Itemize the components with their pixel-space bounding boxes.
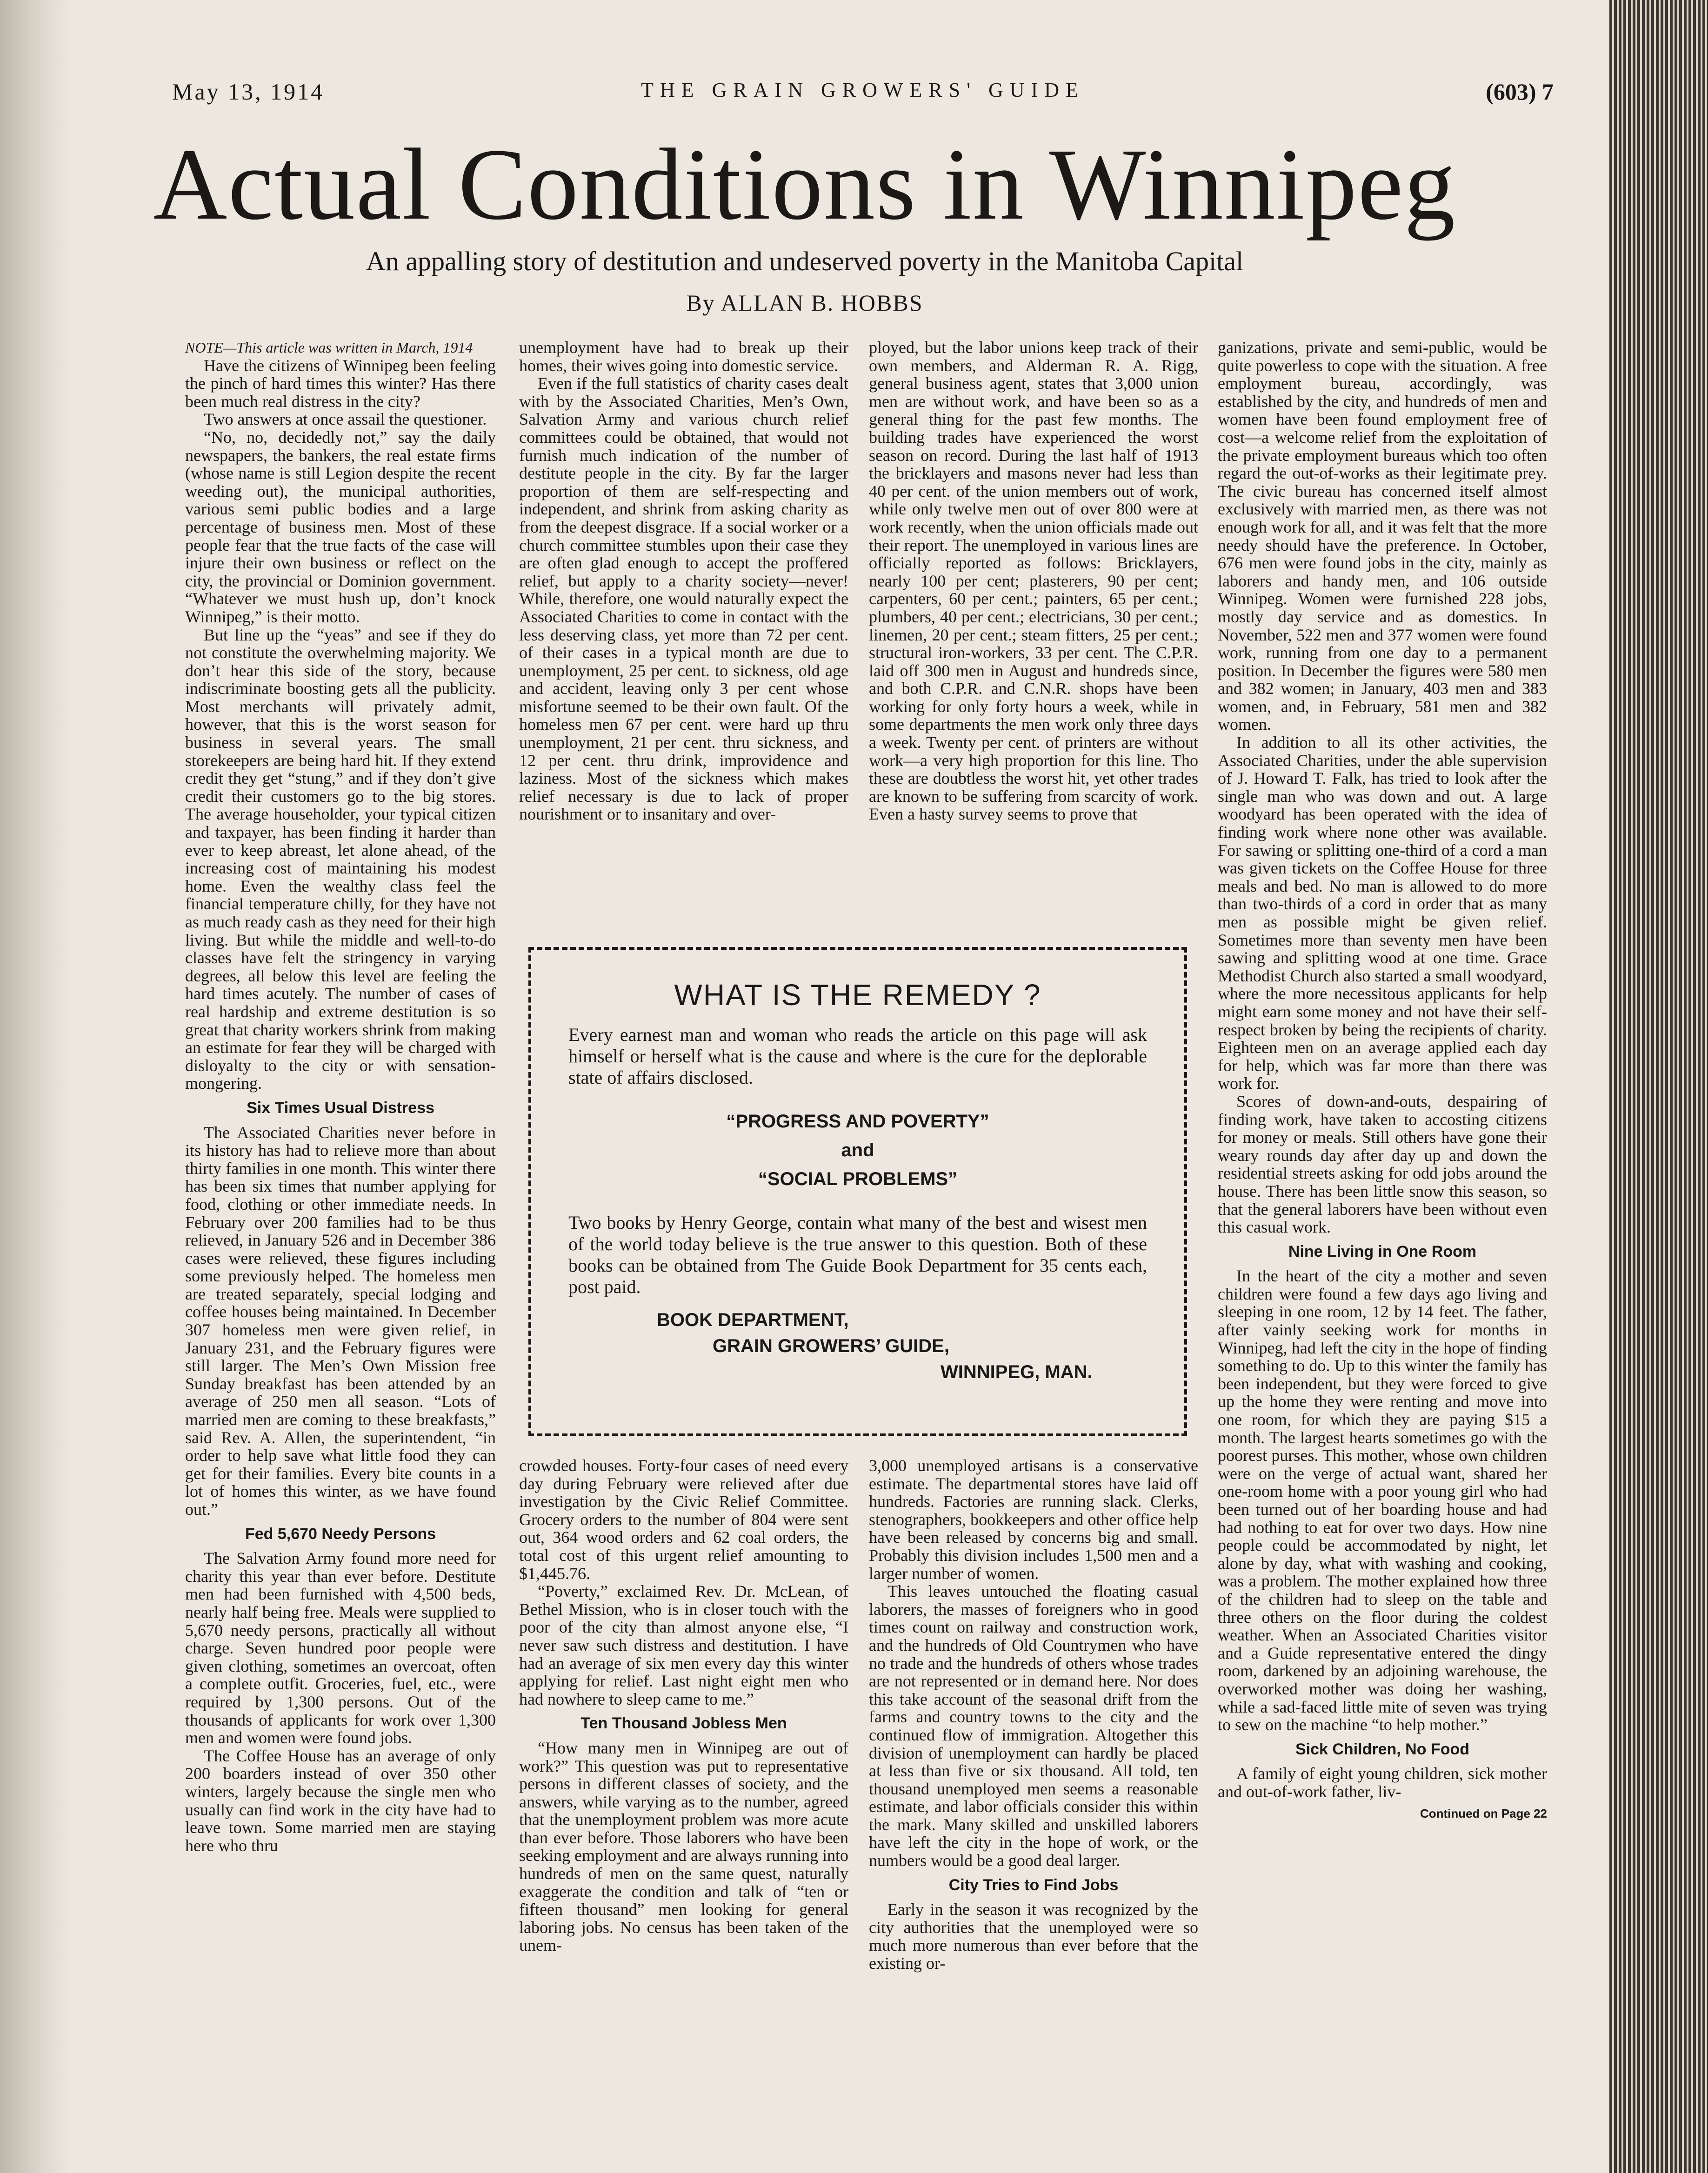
- paragraph: unemployment have had to break up their homes, their wives going into domestic service.: [519, 338, 848, 375]
- book-title: “SOCIAL PROBLEMS”: [758, 1169, 958, 1189]
- article-byline: By ALLAN B. HOBBS: [686, 290, 923, 316]
- section-heading: Nine Living in One Room: [1288, 1242, 1477, 1260]
- column-4: [1218, 339, 1547, 1822]
- masthead: THE GRAIN GROWERS' GUIDE: [641, 79, 1085, 101]
- paragraph: The Salvation Army found more need for charity this year than ever before. Destitute men had been furnished with 4,500 beds, nearly half being free. Meals were supplied to 5,670 needy persons, practically all without charge. Seven hundred poor people were given clothing, sometimes an overcoat, often a complete outfit. Groceries, fuel, etc., were required by 1,300 persons. Out of the thousands of applicants for work over 1,300 men and women were found jobs.: [185, 1549, 496, 1747]
- conjunction: and: [841, 1140, 874, 1160]
- address-line: BOOK DEPARTMENT,: [657, 1310, 849, 1330]
- paragraph: ganizations, private and semi-public, would be quite powerless to cope with the situation. A free employment bureau, accordingly, was established by the city, and hundreds of men and women have been found employment free of cost—a welcome relief from the exploitation of the private employment bureaus which too often regard the out-of-works as their legitimate prey. The civic bureau has concerned itself almost exclusively with married men, as there was not enough work for all, and it was felt that the more needy should have the preference. In October, 676 men were found jobs in the city, mainly as laborers and handy men, and 106 outside Winnipeg. Women were furnished 228 jobs, mostly day service and as domestics. In November, 522 men and 377 women were found work, running from one day to a permanent position. In December the figures were 580 men and 382 women; in January, 403 men and 383 women, and, in February, 581 men and 382 women.: [1218, 338, 1547, 734]
- paragraph: “Poverty,” exclaimed Rev. Dr. McLean, of Bethel Mission, who is in closer touch with the poor of the city than almost anyone else, “I never saw such distress and destitution. I have had an average of six men every day this winter applying for relief. Last night eight men who had nowhere to sleep came to me.”: [519, 1582, 848, 1708]
- column-2-lower: [519, 1457, 848, 1954]
- paragraph: “How many men in Winnipeg are out of work?” This question was put to representative persons in different classes of society, and the answers, while varying as to the number, agreed that the unemployment problem was more acute than ever before. Those laborers who have been seeking employment and are always running into hundreds of men on the same quest, naturally exaggerate the condition and talk of “ten or fifteen thousand” men looking for general laboring jobs. No census has been taken of the unem-: [519, 1738, 848, 1955]
- page-gutter: [0, 0, 70, 2173]
- issue-date: May 13, 1914: [172, 79, 325, 105]
- paragraph: In the heart of the city a mother and seven children were found a few days ago living and sleeping in one room, 12 by 14 feet. The father, after vainly seeking work for months in Winnipeg, had left the city in the hope of finding something to do. Up to this winter the family has been independent, but they were forced to give up the home they were renting and move into one room, for which they are paying $15 a month. The largest hearts sometimes go with the poorest purses. This mother, whose own children were on the verge of actual want, shared her one-room home with a poor young girl who had been turned out of her boarding house and had had nothing to eat for over two days. How nine people could be accommodated by night, let alone by day, what with washing and cooking, was a problem. The mother explained how three of the children had to sleep on the table and three others on the floor during the coldest weather. When an Associated Charities visitor and a Guide representative entered the dingy room, darkened by an adjoining warehouse, the overworked mother was doing her washing, while a sad-faced little mite of seven was trying to sew on the machine “to help mother.”: [1218, 1266, 1547, 1734]
- paragraph: The Coffee House has an average of only 200 boarders instead of over 350 other winters, largely because the single men who usually can find work in the city have had to leave town. Some married men are staying here who thru: [185, 1746, 496, 1855]
- mailing-address: [568, 1307, 1147, 1385]
- column-1: [185, 339, 496, 1854]
- paragraph: But line up the “yeas” and see if they do not constitute the overwhelming majority. We don’t hear this side of the story, because indiscriminate boosting gets all the publicity. Most merchants will privately admit, however, that this is the worst season for business in several years. The small storekeepers are being hard hit. If they extend credit they get “stung,” and if they don’t give credit their customers go to the big stores. The average householder, your typical citizen and taxpayer, has been finding it harder than ever to keep abreast, let alone ahead, of the increasing cost of maintaining his modest home. Even the wealthy class feel the financial temperature chilly, for they have not as much ready cash as they need for their high living. But while the middle and well-to-do classes have felt the stringency in varying degrees, all below this level are feeling the hard times acutely. The number of cases of real hardship and extreme destitution is so great that charity workers shrink from making an estimate for fear they will be charged with disloyalty to the city or with sensation-mongering.: [185, 625, 496, 1093]
- remedy-advertisement-box: [528, 947, 1187, 1436]
- paragraph: crowded houses. Forty-four cases of need every day during February were relieved after due investigation by the Civic Relief Committee. Grocery orders to the number of 804 were sent out, 364 wood orders and 62 coal orders, the total cost of this urgent relief amounting to $1,445.76.: [519, 1456, 848, 1583]
- section-heading: Fed 5,670 Needy Persons: [245, 1525, 436, 1543]
- remedy-body: Two books by Henry George, contain what many of the best and wisest men of the world today believe is the true answer to this question. Both of these books can be obtained from The Guide Book Department for 35 cents each, post paid.: [568, 1212, 1147, 1297]
- address-line: GRAIN GROWERS’ GUIDE,: [713, 1336, 949, 1356]
- continued-notice: Continued on Page 22: [1420, 1806, 1547, 1820]
- paragraph: Have the citizens of Winnipeg been feeling the pinch of hard times this winter? Has there been much real distress in the city?: [185, 356, 496, 411]
- section-heading: Six Times Usual Distress: [247, 1099, 434, 1117]
- book-titles: [568, 1107, 1147, 1193]
- paragraph: Scores of down-and-outs, despairing of finding work, have taken to accosting citizens for money or meals. Still others have gone their weary rounds day after day up and down the residential streets asking for odd jobs around the house. There has been little snow this season, so that the general laborers have been without even this casual work.: [1218, 1092, 1547, 1237]
- page-number: (603) 7: [1486, 79, 1554, 105]
- remedy-heading: WHAT IS THE REMEDY ?: [674, 978, 1041, 1012]
- column-3-upper: [869, 339, 1198, 823]
- section-heading: Ten Thousand Jobless Men: [580, 1714, 787, 1733]
- section-heading: Sick Children, No Food: [1295, 1740, 1470, 1758]
- editor-note: NOTE—This article was written in March, 1914: [185, 339, 473, 356]
- paragraph: Two answers at once assail the questioner.: [204, 410, 487, 429]
- page-stack-edge: [1609, 0, 1708, 2173]
- paragraph: Early in the season it was recognized by the city authorities that the unemployed were so much more numerous than ever before that the existing or-: [869, 1900, 1198, 1973]
- paragraph: 3,000 unemployed artisans is a conservative estimate. The departmental stores have laid off hundreds. Factories are running slack. Clerks, stenographers, bookkeepers and other office help have been released by concerns big and small. Probably this division includes 1,500 men and a larger number of women.: [869, 1456, 1198, 1583]
- paragraph: In addition to all its other activities, the Associated Charities, under the able supervision of J. Howard T. Falk, has tried to look after the single man who was down and out. A large woodyard has been operated with the idea of finding work where none other was available. For sawing or splitting one-third of a cord a man was given tickets on the Coffee House for three meals and bed. No man is allowed to do more than two-thirds of a cord in order that as many men as possible might be given relief. Sometimes more than seventy men have been sawing and splitting wood at one time. Grace Methodist Church also started a small woodyard, where the more necessitous applicants for help might earn some money and not have their self-respect broken by being the recipients of charity. Eighteen men on an average applied each day for help, which was far more than there was work for.: [1218, 733, 1547, 1093]
- page-header: [172, 78, 1554, 111]
- article-subtitle: An appalling story of destitution and undeserved poverty in the Manitoba Capital: [366, 246, 1244, 276]
- remedy-intro: Every earnest man and woman who reads the article on this page will ask himself or herself what is the cause and where is the cure for the deplorable state of affairs disclosed.: [568, 1024, 1147, 1088]
- address-line: WINNIPEG, MAN.: [941, 1362, 1093, 1382]
- paragraph: The Associated Charities never before in its history has had to relieve more than about thirty families in one month. This winter there has been six times that number applying for food, clothing or other immediate needs. In February over 200 families had to be thus relieved, in January 526 and in December 386 cases were relieved, these figures including some previously helped. The homeless men are treated separately, special lodging and coffee houses being maintained. In December 307 homeless men were given relief, in January 231, and the February figures were still larger. The Men’s Own Mission free Sunday breakfast has been attended by an average of 250 men all season. “Lots of married men are coming to these breakfasts,” said Rev. A. Allen, the superintendent, “in order to help save what little food they can get for their families. Every bite counts in a lot of homes this winter, as we have found out.”: [185, 1123, 496, 1519]
- paragraph: A family of eight young children, sick mother and out-of-work father, liv-: [1218, 1764, 1547, 1801]
- column-3-lower: [869, 1457, 1198, 1973]
- column-2-upper: [519, 339, 848, 823]
- article-title: Actual Conditions in Winnipeg: [153, 127, 1456, 241]
- book-title: “PROGRESS AND POVERTY”: [726, 1111, 989, 1132]
- paragraph: “No, no, decidedly not,” say the daily newspapers, the bankers, the real estate firms (whose name is still Legion despite the recent weeding out), the municipal authorities, various semi public bodies and a large percentage of business men. Most of these people fear that the true facts of the case will injure their own business or reflect on the city, the provincial or Dominion government. “Whatever we must hush up, don’t knock Winnipeg,” is their motto.: [185, 427, 496, 626]
- paragraph: This leaves untouched the floating casual laborers, the masses of foreigners who in good times count on railway and construction work, and the hundreds of Old Countrymen who have no trade and the hundreds of others whose trades are not represented or in demand here. Nor does this take account of the seasonal drift from the farms and country towns to the city and the continued flow of immigration. Altogether this division of unemployment can hardly be placed at less than five or six thousand. All told, ten thousand unemployed men seems a reasonable estimate, and labor officials consider this within the mark. Many skilled and unskilled laborers have left the city in the hope of work, or the numbers would be a good deal larger.: [869, 1582, 1198, 1870]
- paragraph: ployed, but the labor unions keep track of their own members, and Alderman R. A. Rigg, general business agent, states that 3,000 union men are without work, and have been so as a general thing for the past few months. The building trades have experienced the worst season on record. During the last half of 1913 the bricklayers and masons never had less than 40 per cent. of the union members out of work, while only twelve men out of over 800 were at work recently, when the union officials made out their report. The unemployed in various lines are officially reported as follows: Bricklayers, nearly 100 per cent; plasterers, 90 per cent; carpenters, 60 per cent.; painters, 65 per cent.; plumbers, 40 per cent.; electricians, 30 per cent.; linemen, 20 per cent.; steam fitters, 25 per cent.; structural iron-workers, 33 per cent. The C.P.R. laid off 300 men in August and hundreds since, and both C.P.R. and C.N.R. shops have been working for only forty hours a week, while in some departments the men work only three days a week. Twenty per cent. of printers are without work—a very high proportion for this line. Tho these are doubtless the worst hit, yet other trades are known to be suffering from scarcity of work. Even a hasty survey seems to prove that: [869, 338, 1198, 824]
- section-heading: City Tries to Find Jobs: [948, 1876, 1119, 1894]
- paragraph: Even if the full statistics of charity cases dealt with by the Associated Charities, Men’s Own, Salvation Army and various church relief committees could be obtained, that would not furnish much indication of the number of destitute people in the city. By far the larger proportion of them are self-respecting and independent, and shrink from asking charity as from the deepest disgrace. If a social worker or a church committee stumbles upon their case they are often glad enough to accept the proffered relief, but apply to a charity society—never! While, therefore, one would naturally expect the Associated Charities to come in contact with the less deserving class, yet more than 72 per cent. of their cases in a typical month are due to unemployment, 25 per cent. to sickness, old age and accident, leaving only 3 per cent whose misfortune seemed to be their own fault. Of the homeless men 67 per cent. were hard up thru unemployment, 21 per cent. thru sickness, and 12 per cent. thru drink, improvidence and laziness. Most of the sickness which makes relief necessary is due to lack of proper nourishment or to insanitary and over-: [519, 374, 848, 824]
